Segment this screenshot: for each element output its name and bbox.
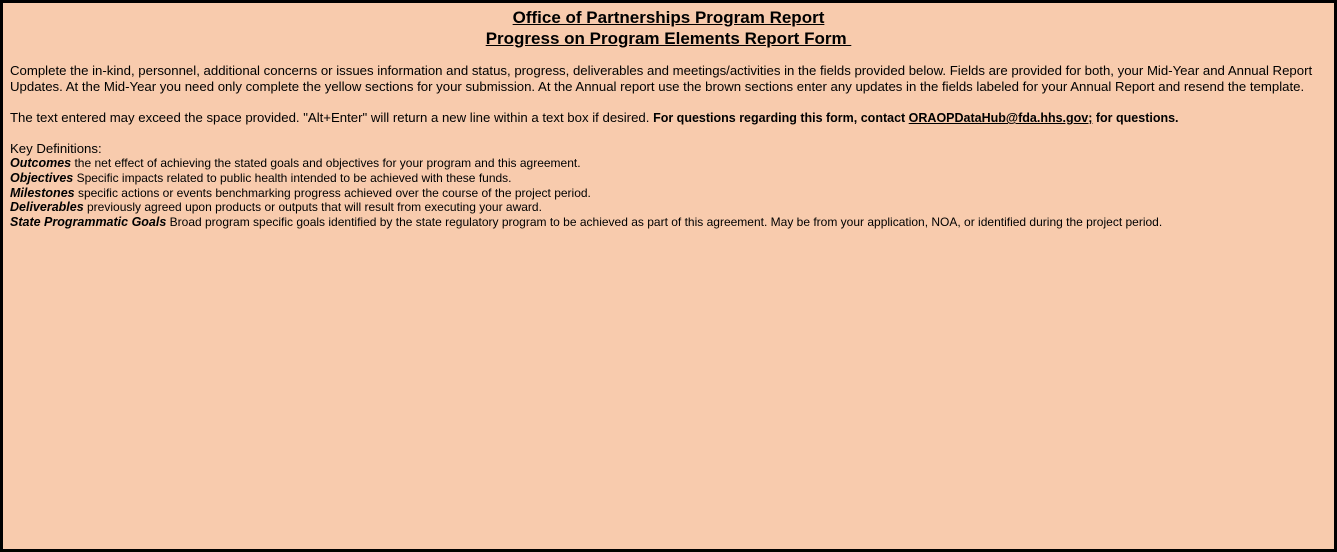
definition-outcomes [10,156,1324,171]
page-subtitle: Progress on Program Elements Report Form [485,29,852,48]
definition-text: specific actions or events benchmarking progress achieved over the course of the project period. [74,185,591,200]
definition-text: the net effect of achieving the stated goals and objectives for your program and this agreement. [71,156,581,170]
definition-state-programmatic-goals [10,215,1324,230]
contact-tail-text: for questions. [1092,111,1179,125]
definition-text: Specific impacts related to public health intended to be achieved with these funds. [73,170,512,185]
definition-term: Milestones [10,185,75,200]
definition-objectives [10,171,1324,186]
definition-term: Deliverables [10,200,84,215]
contact-paragraph [10,110,1324,126]
contact-bold-text: For questions regarding this form, contact [653,111,909,125]
header [3,7,1334,49]
definitions-heading: Key Definitions: [10,141,102,156]
definition-text: previously agreed upon products or outputs that will result from executing your award. [83,200,542,215]
instructions-paragraph: Complete the in-kind, personnel, additional concerns or issues information and status, progress, deliverables and meetings/activities in the fields provided below. Fields are provided for both, your Mid-Year and Annual Report Updates. At the Mid-Year you need only complete the yellow sections for your submission. At the Annual report use the brown sections enter any updates in the fields labeled for your Annual Report and resend the template. [10,63,1313,94]
definition-term: State Programmatic Goals [10,215,167,230]
contact-text: The text entered may exceed the space provided. "Alt+Enter" will return a new line within a text box if desired. [10,110,654,125]
page-title: Office of Partnerships Program Report [512,8,825,27]
definition-milestones [10,186,1324,201]
definition-text: Broad program specific goals identified by the state regulatory program to be achieved as part of this agreement. May be from your application, NOA, or identified during the project period. [166,215,1163,230]
contact-email-link[interactable]: ORAOPDataHub@fda.hhs.gov; [908,111,1093,125]
definitions-list [10,156,1324,230]
definition-term: Outcomes [10,156,72,170]
instructions-block [10,63,1324,230]
definition-deliverables [10,200,1324,215]
definition-term: Objectives [10,170,74,185]
